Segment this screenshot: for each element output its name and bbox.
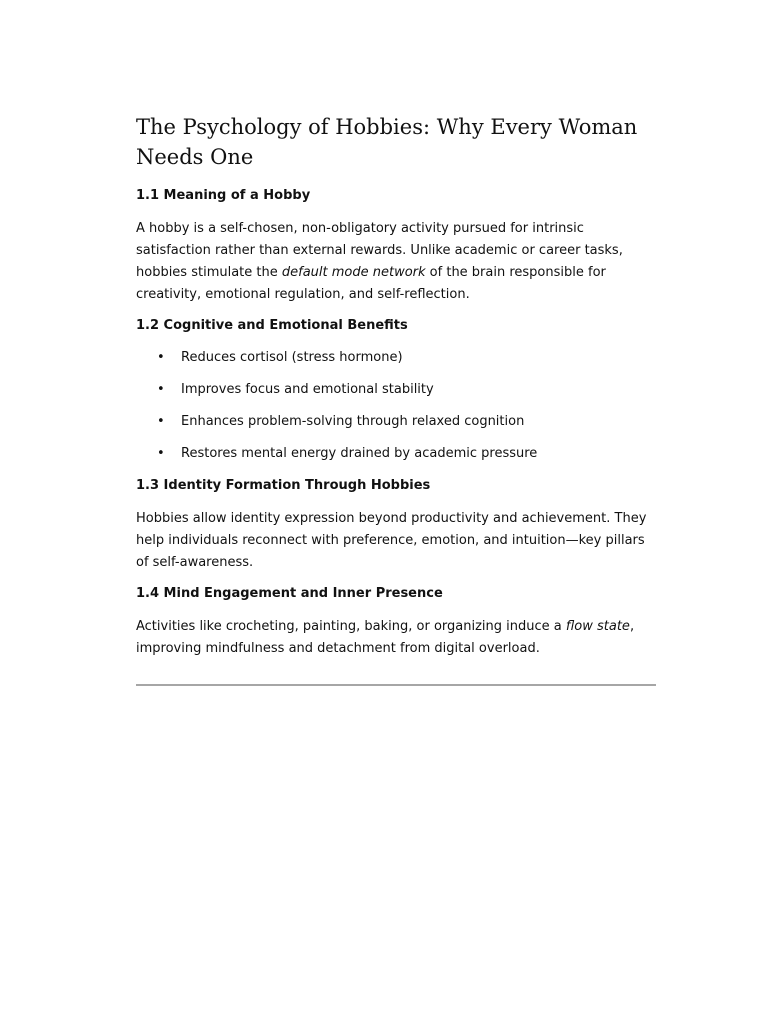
horizontal-rule — [136, 684, 656, 686]
section-heading-benefits: 1.2 Cognitive and Emotional Benefits — [136, 318, 408, 333]
list-item — [136, 444, 656, 464]
emphasis-text: default mode network — [281, 265, 426, 280]
list-item-text: Restores mental energy drained by academic pressure — [181, 446, 538, 461]
paragraph-text: Activities like crocheting, painting, baking, or organizing induce a — [136, 619, 566, 634]
section-paragraph-meaning — [136, 218, 656, 306]
benefits-list — [136, 348, 656, 464]
bullet-icon: • — [157, 414, 165, 429]
list-item — [136, 380, 656, 400]
list-item — [136, 348, 656, 368]
list-item-text: Improves focus and emotional stability — [181, 382, 434, 397]
section-heading-engagement: 1.4 Mind Engagement and Inner Presence — [136, 586, 443, 601]
list-item — [136, 412, 656, 432]
document-page — [136, 112, 656, 686]
list-item-text: Reduces cortisol (stress hormone) — [181, 350, 403, 365]
emphasis-text: flow state — [565, 619, 630, 634]
list-item-text: Enhances problem-solving through relaxed cognition — [181, 414, 525, 429]
bullet-icon: • — [157, 350, 165, 365]
section-heading-meaning: 1.1 Meaning of a Hobby — [136, 188, 311, 203]
bullet-icon: • — [157, 382, 165, 397]
paragraph-text: , improving mindfulness and detachment from digital overload. — [136, 619, 635, 656]
section-paragraph-engagement — [136, 616, 656, 660]
page-title: The Psychology of Hobbies: Why Every Woman Needs One — [136, 115, 638, 169]
section-heading-identity: 1.3 Identity Formation Through Hobbies — [136, 478, 431, 493]
paragraph-text: A hobby is a self-chosen, non-obligatory activity pursued for intrinsic satisfaction rather than external rewards. Unlike academic or career tasks, hobbies stimulate the — [136, 221, 623, 280]
bullet-icon: • — [157, 446, 165, 461]
paragraph-text: of the brain responsible for creativity, emotional regulation, and self-reflection. — [136, 265, 606, 302]
section-paragraph-identity: Hobbies allow identity expression beyond productivity and achievement. They help individuals reconnect with preference, emotion, and intuition—key pillars of self-awareness. — [136, 511, 647, 570]
